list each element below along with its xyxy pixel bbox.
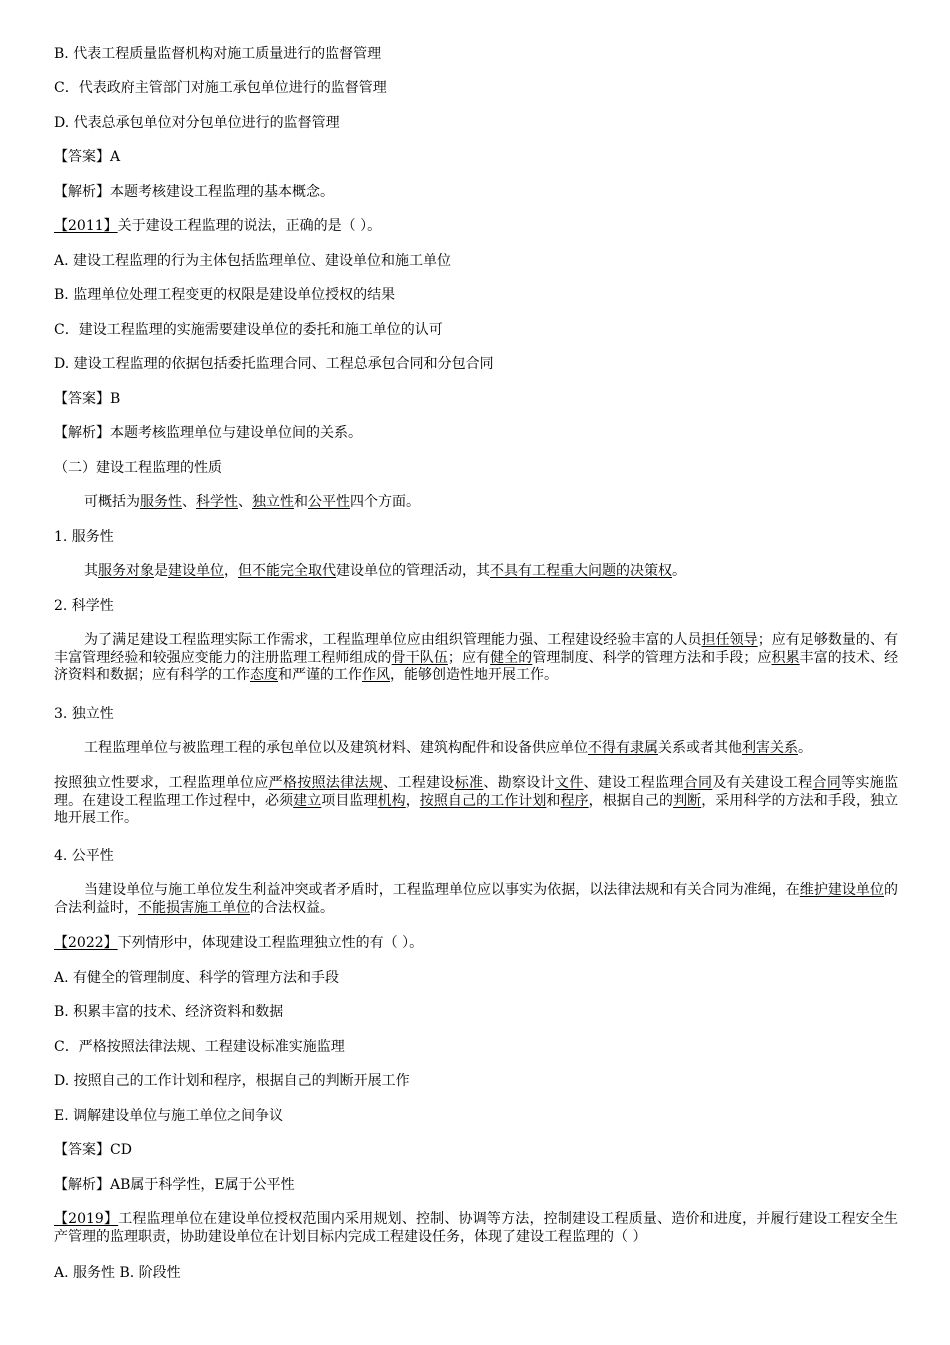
underlined-term: 不具有工程重大问题的决策权 bbox=[490, 563, 672, 579]
underlined-term: 建设单位 bbox=[168, 563, 224, 579]
q-prev-option-d: D. 代表总承包单位对分包单位进行的监督管理 bbox=[54, 115, 340, 131]
text: ，能够创造性地开展工作。 bbox=[390, 667, 558, 683]
text: 。 bbox=[672, 563, 686, 579]
q2011-option-d: D. 建设工程监理的依据包括委托监理合同、工程总承包合同和分包合同 bbox=[54, 356, 494, 372]
subsection-fairness-heading: 4. 公平性 bbox=[54, 848, 114, 864]
underlined-term: 科学性 bbox=[196, 494, 238, 510]
text: 、建设工程监理 bbox=[583, 775, 684, 791]
q2011-stem bbox=[54, 218, 898, 235]
text: ；应有 bbox=[447, 649, 491, 666]
underlined-term: 独立性 bbox=[252, 494, 294, 510]
text: 的合法利益时， bbox=[54, 882, 899, 916]
underlined-term: 维护建设单位 bbox=[799, 882, 885, 898]
underlined-term: 但不能完全取代 bbox=[238, 563, 336, 579]
text: 、勘察设计 bbox=[483, 775, 555, 791]
text: 和 bbox=[294, 494, 308, 510]
q2022-option-c: C．严格按照法律法规、工程建设标准实施监理 bbox=[54, 1039, 345, 1055]
text: ，采用科学的方法和手段，独立地开展工作。 bbox=[54, 792, 899, 826]
text: 可概括为 bbox=[84, 494, 140, 510]
fairness-text bbox=[54, 882, 898, 917]
year-tag: 【2011】 bbox=[54, 218, 118, 234]
q2022-answer: 【答案】CD bbox=[54, 1142, 132, 1158]
question-text: 关于建设工程监理的说法，正确的是（ ）。 bbox=[117, 218, 382, 234]
text: 及有关建设工程 bbox=[712, 775, 813, 791]
underlined-term: 积累 bbox=[771, 649, 800, 666]
q-prev-analysis: 【解析】本题考核建设工程监理的基本概念。 bbox=[54, 184, 334, 200]
text: ；应有足够数量的、有丰富管理经验和较强应变能力的注册监理工程师组成的 bbox=[54, 632, 899, 666]
q2022-option-b: B. 积累丰富的技术、经济资料和数据 bbox=[54, 1004, 284, 1020]
text: 和 bbox=[546, 792, 561, 809]
underlined-term: 合同 bbox=[812, 775, 842, 791]
underlined-term: 公平性 bbox=[308, 494, 350, 510]
text: 按照独立性要求，工程监理单位应 bbox=[54, 775, 269, 791]
text: 管理制度、科学的管理方法和手段；应 bbox=[532, 649, 772, 666]
text: 关系或者其他 bbox=[658, 740, 742, 756]
section-heading: （二）建设工程监理的性质 bbox=[54, 460, 222, 476]
q-prev-option-c: C．代表政府主管部门对施工承包单位进行的监督管理 bbox=[54, 80, 387, 96]
underlined-term: 机构 bbox=[377, 792, 406, 809]
q2022-option-a: A. 有健全的管理制度、科学的管理方法和手段 bbox=[54, 970, 340, 986]
independence-text-1 bbox=[84, 740, 898, 757]
underlined-term: 建立 bbox=[293, 792, 322, 809]
text: ，根据自己的 bbox=[588, 792, 674, 809]
q-prev-option-b: B. 代表工程质量监督机构对施工质量进行的监督管理 bbox=[54, 46, 382, 62]
nature-summary bbox=[84, 494, 898, 511]
q2022-analysis: 【解析】AB属于科学性，E属于公平性 bbox=[54, 1177, 295, 1193]
underlined-term: 健全的 bbox=[490, 649, 533, 666]
q2011-option-b: B. 监理单位处理工程变更的权限是建设单位授权的结果 bbox=[54, 287, 396, 303]
underlined-term: 骨干队伍 bbox=[391, 649, 448, 666]
q2011-answer: 【答案】B bbox=[54, 391, 121, 407]
subsection-independence-heading: 3. 独立性 bbox=[54, 706, 114, 722]
text: 其 bbox=[84, 563, 98, 579]
underlined-term: 文件 bbox=[554, 775, 584, 791]
text: 丰富的技术、经济资料和数据；应有科学的工作 bbox=[54, 649, 899, 683]
text: 、工程建设 bbox=[383, 775, 455, 791]
text: ， bbox=[224, 563, 238, 579]
year-tag: 【2019】 bbox=[54, 1211, 119, 1227]
text: 工程监理单位与被监理工程的承包单位以及建筑材料、建筑构配件和设备供应单位 bbox=[84, 740, 588, 756]
q2011-option-a: A. 建设工程监理的行为主体包括监理单位、建设单位和施工单位 bbox=[54, 253, 452, 269]
underlined-term: 按照自己的工作计划 bbox=[419, 792, 547, 809]
q2019-options-ab: A. 服务性 B. 阶段性 bbox=[54, 1265, 181, 1281]
text: 是 bbox=[154, 563, 168, 579]
subsection-science-heading: 2. 科学性 bbox=[54, 598, 114, 614]
q2022-option-d: D. 按照自己的工作计划和程序，根据自己的判断开展工作 bbox=[54, 1073, 410, 1089]
text: 项目监理 bbox=[321, 792, 378, 809]
question-text: 下列情形中，体现建设工程监理独立性的有（ ）。 bbox=[117, 935, 424, 951]
subsection-service-heading: 1. 服务性 bbox=[54, 529, 114, 545]
q2022-option-e: E. 调解建设单位与施工单位之间争议 bbox=[54, 1108, 284, 1124]
underlined-term: 不能损害施工单位 bbox=[138, 899, 250, 916]
underlined-term: 服务对象 bbox=[98, 563, 154, 579]
question-text: 工程监理单位在建设单位授权范围内采用规划、控制、协调等方法，控制建设工程质量、造价和进度，并履行建设工程安全生产管理的监理职责，协助建设单位在计划目标内完成工程建设任务，体现了建设工程监理的（ ） bbox=[54, 1211, 898, 1245]
underlined-term: 服务性 bbox=[140, 494, 182, 510]
text: 四个方面。 bbox=[350, 494, 420, 510]
underlined-term: 严格按照法律法规 bbox=[268, 775, 384, 791]
q-prev-answer: 【答案】A bbox=[54, 149, 121, 165]
underlined-term: 态度 bbox=[250, 667, 278, 683]
underlined-term: 作风 bbox=[362, 667, 390, 683]
text: 为了满足建设工程监理实际工作需求，工程监理单位应由组织管理能力强、工程建设经验丰富的人员 bbox=[84, 632, 702, 648]
text: 、 bbox=[238, 494, 252, 510]
underlined-term: 合同 bbox=[683, 775, 713, 791]
year-tag: 【2022】 bbox=[54, 935, 118, 951]
text: 、 bbox=[182, 494, 196, 510]
text: 当建设单位与施工单位发生利益冲突或者矛盾时，工程监理单位应以事实为依据，以法律法规和有关合同为准绳，在 bbox=[84, 882, 800, 898]
underlined-term: 程序 bbox=[560, 792, 589, 809]
science-text bbox=[54, 632, 898, 685]
text: ， bbox=[405, 792, 420, 809]
underlined-term: 判断 bbox=[673, 792, 702, 809]
text: 等实施监理。在建设工程监理工作过程中，必须 bbox=[54, 775, 899, 809]
text: 建设单位的管理活动，其 bbox=[336, 563, 490, 579]
text: 的合法权益。 bbox=[250, 899, 334, 916]
independence-text-2 bbox=[54, 775, 898, 828]
q2022-stem bbox=[54, 935, 898, 952]
text: 和严谨的工作 bbox=[278, 667, 362, 683]
text: 。 bbox=[798, 740, 812, 756]
underlined-term: 担任领导 bbox=[701, 632, 758, 648]
q2011-analysis: 【解析】本题考核监理单位与建设单位间的关系。 bbox=[54, 425, 362, 441]
q2011-option-c: C．建设工程监理的实施需要建设单位的委托和施工单位的认可 bbox=[54, 322, 443, 338]
underlined-term: 不得有隶属 bbox=[588, 740, 658, 756]
service-text bbox=[84, 563, 898, 580]
q2019-stem bbox=[54, 1211, 898, 1246]
underlined-term: 标准 bbox=[454, 775, 484, 791]
underlined-term: 利害关系 bbox=[742, 740, 798, 756]
